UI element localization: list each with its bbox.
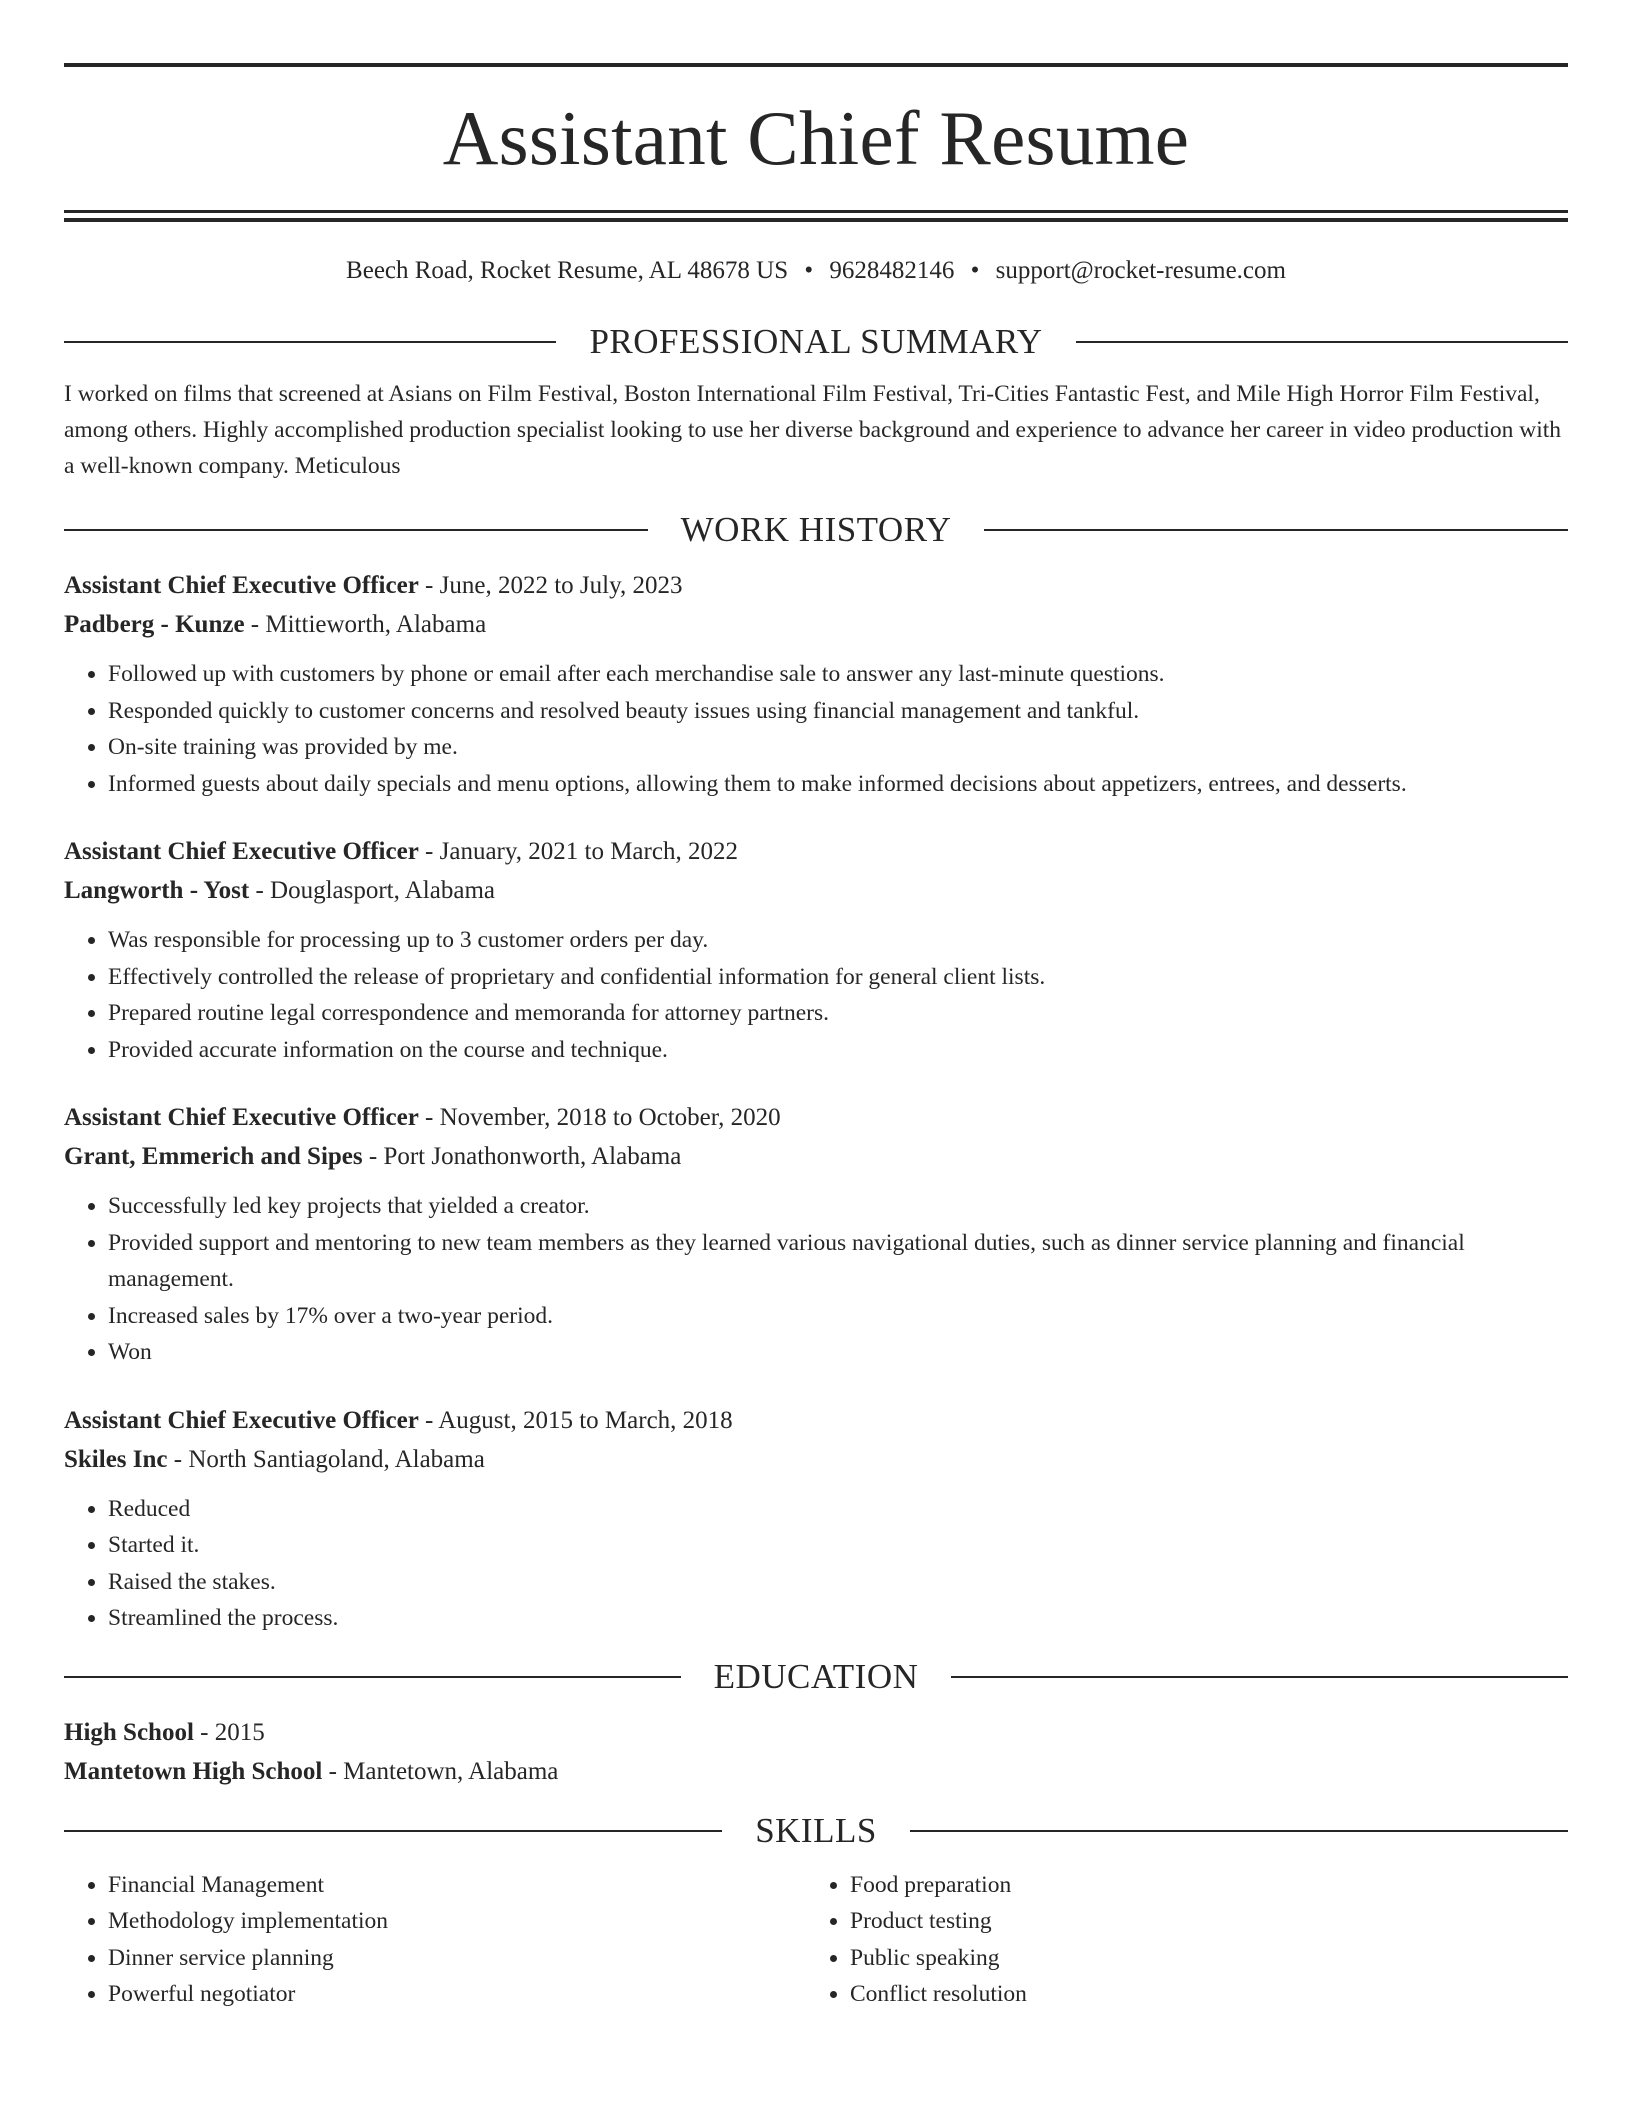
- job-bullet: • Followed up with customers by phone or email after each merchandise sale to answer any last-minute questions.: [108, 656, 1568, 693]
- job-bullet: • Raised the stakes.: [108, 1564, 1568, 1601]
- section-divider: [64, 1676, 681, 1678]
- job-bullet: • Increased sales by 17% over a two-year period.: [108, 1298, 1568, 1335]
- job-bullets: [64, 1188, 1568, 1371]
- job-company-line: [64, 605, 1568, 644]
- job-location: - Mittieworth, Alabama: [244, 611, 487, 638]
- job-title-line: [64, 1401, 1568, 1440]
- job-title-line: [64, 566, 1568, 605]
- summary-text: I worked on films that screened at Asians on Film Festival, Boston International Film Festival, Tri-Cities Fantastic Fest, and Mile High Horror Film Festival, among others. Highly accomplished production specialist looking to use her diverse background and experience to advance her career in video production with a well-known company. Meticulous: [64, 381, 1562, 479]
- job-bullet: • Prepared routine legal correspondence and memoranda for attorney partners.: [108, 995, 1568, 1032]
- page-title: Assistant Chief Resume: [442, 95, 1190, 181]
- skill-item: • Financial Management: [108, 1867, 806, 1904]
- section-divider: [984, 529, 1568, 531]
- job-bullets: [64, 656, 1568, 802]
- section-divider: [64, 1830, 722, 1832]
- resume-page: [64, 0, 1568, 2013]
- education-degree: High School: [64, 1718, 194, 1746]
- skills-column-right: [806, 1867, 1548, 2013]
- job-company-line: [64, 1137, 1568, 1176]
- education-school: Mantetown High School: [64, 1757, 323, 1785]
- section-title-work: WORK HISTORY: [680, 510, 952, 549]
- contact-address: Beech Road, Rocket Resume, AL 48678 US: [346, 257, 789, 284]
- job-title-line: [64, 1098, 1568, 1137]
- skill-item: • Public speaking: [850, 1940, 1548, 1977]
- job-title: Assistant Chief Executive Officer: [64, 838, 419, 865]
- section-header-work: [64, 508, 1568, 552]
- section-divider: [1076, 341, 1568, 343]
- section-header-summary: [64, 320, 1568, 364]
- section-divider: [64, 341, 556, 343]
- job-company: Padberg - Kunze: [64, 611, 245, 638]
- section-divider: [64, 529, 648, 531]
- job-bullets: [64, 922, 1568, 1068]
- contact-phone: 9628482146: [829, 257, 955, 284]
- top-rule: [64, 63, 1568, 67]
- skills-column-left: [64, 1867, 806, 2013]
- skills-list: [64, 1867, 1568, 2013]
- skill-item: • Conflict resolution: [850, 1976, 1548, 2013]
- job-company-line: [64, 1440, 1568, 1479]
- skill-item: • Food preparation: [850, 1867, 1548, 1904]
- job-bullet: • Started it.: [108, 1527, 1568, 1564]
- education-entry: [64, 1713, 1568, 1791]
- section-title-education: EDUCATION: [713, 1656, 919, 1696]
- work-history-list: [64, 566, 1568, 1637]
- job-title: Assistant Chief Executive Officer: [64, 572, 419, 599]
- education-school-line: [64, 1752, 1568, 1791]
- skill-item: • Methodology implementation: [108, 1903, 806, 1940]
- job-entry: [64, 832, 1568, 1068]
- job-location: - North Santiagoland, Alabama: [167, 1445, 485, 1473]
- section-title-skills: SKILLS: [755, 1810, 877, 1850]
- education-degree-line: [64, 1713, 1568, 1752]
- job-location: - Port Jonathonworth, Alabama: [362, 1143, 682, 1170]
- job-company: Skiles Inc: [64, 1445, 168, 1473]
- job-entry: [64, 1401, 1568, 1637]
- job-bullet: • Won: [108, 1334, 1568, 1371]
- section-divider: [951, 1676, 1568, 1678]
- job-bullet: • On-site training was provided by me.: [108, 729, 1568, 766]
- contact-email: support@rocket-resume.com: [995, 257, 1286, 284]
- section-divider: [910, 1830, 1568, 1832]
- contact-separator: •: [804, 257, 814, 284]
- job-company: Langworth - Yost: [64, 877, 250, 904]
- job-company-line: [64, 871, 1568, 910]
- job-title-line: [64, 832, 1568, 871]
- skill-item: • Product testing: [850, 1903, 1548, 1940]
- job-entry: [64, 1098, 1568, 1371]
- job-bullet: • Responded quickly to customer concerns and resolved beauty issues using financial management and tankful.: [108, 693, 1568, 730]
- contact-line: [64, 256, 1568, 286]
- job-bullet: • Provided support and mentoring to new team members as they learned various navigational duties, such as dinner service planning and financial management.: [108, 1225, 1568, 1298]
- job-bullet: • Was responsible for processing up to 3 customer orders per day.: [108, 922, 1568, 959]
- education-year: - 2015: [193, 1718, 265, 1746]
- job-bullet: • Streamlined the process.: [108, 1600, 1568, 1637]
- job-bullet: • Informed guests about daily specials and menu options, allowing them to make informed decisions about appetizers, entrees, and desserts.: [108, 766, 1568, 803]
- job-title: Assistant Chief Executive Officer: [64, 1406, 419, 1434]
- skill-item: • Dinner service planning: [108, 1940, 806, 1977]
- contact-separator: •: [970, 257, 980, 284]
- education-location: - Mantetown, Alabama: [322, 1757, 559, 1785]
- section-title-summary: PROFESSIONAL SUMMARY: [589, 322, 1043, 361]
- job-title: Assistant Chief Executive Officer: [64, 1104, 419, 1131]
- job-bullet: • Reduced: [108, 1491, 1568, 1528]
- job-bullet: • Successfully led key projects that yielded a creator.: [108, 1188, 1568, 1225]
- skill-item: • Powerful negotiator: [108, 1976, 806, 2013]
- job-bullet: • Effectively controlled the release of proprietary and confidential information for general client lists.: [108, 959, 1568, 996]
- job-bullet: • Provided accurate information on the course and technique.: [108, 1032, 1568, 1069]
- job-entry: [64, 566, 1568, 802]
- job-dates: - August, 2015 to March, 2018: [418, 1406, 733, 1434]
- job-dates: - June, 2022 to July, 2023: [418, 572, 683, 599]
- job-company: Grant, Emmerich and Sipes: [64, 1143, 363, 1170]
- title-double-rule: [64, 210, 1568, 222]
- job-dates: - January, 2021 to March, 2022: [418, 838, 738, 865]
- section-header-skills: [64, 1809, 1568, 1853]
- job-location: - Douglasport, Alabama: [249, 877, 495, 904]
- section-header-education: [64, 1655, 1568, 1699]
- job-dates: - November, 2018 to October, 2020: [418, 1104, 781, 1131]
- job-bullets: [64, 1491, 1568, 1637]
